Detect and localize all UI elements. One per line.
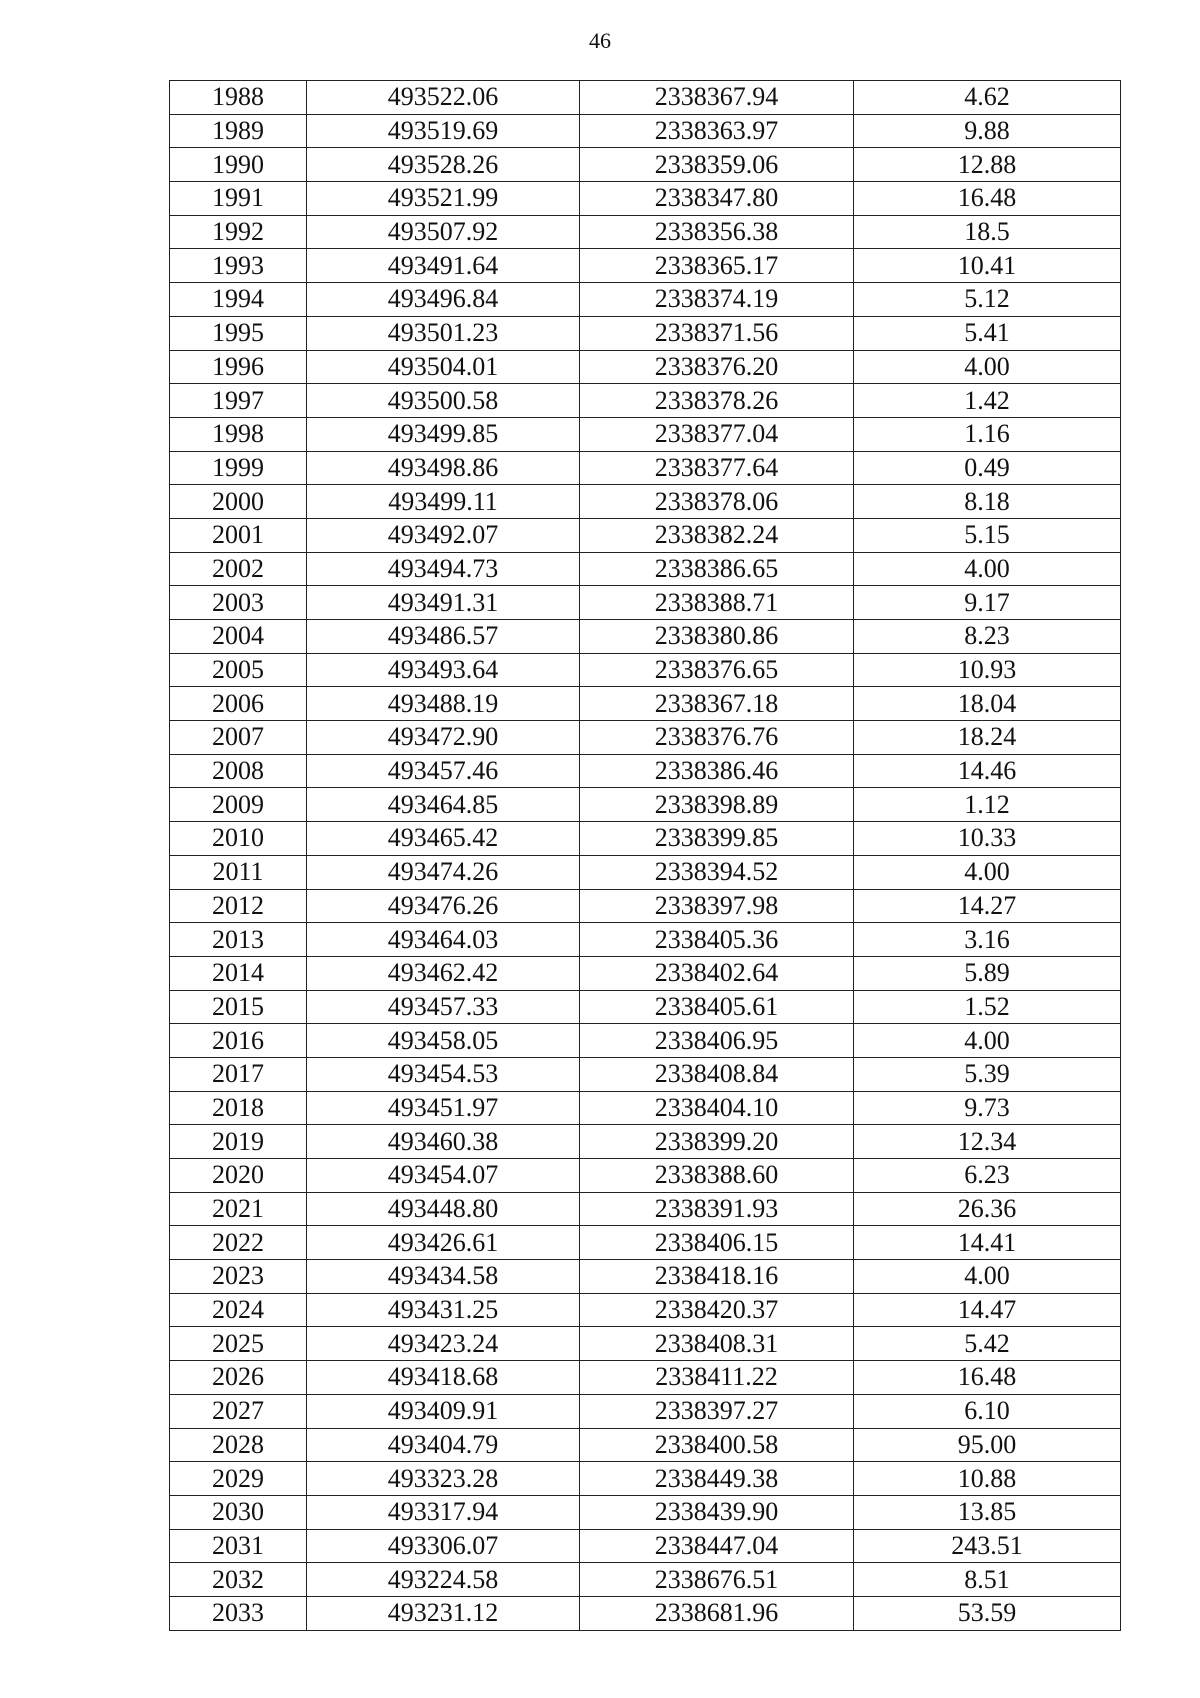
- y-coordinate-cell: 2338376.76: [580, 721, 854, 755]
- table-row: [170, 384, 1121, 418]
- distance-cell: 0.49: [854, 451, 1121, 485]
- table-row: [170, 788, 1121, 822]
- distance-cell: 18.5: [854, 215, 1121, 249]
- distance-cell: 12.88: [854, 148, 1121, 182]
- distance-cell: 1.16: [854, 417, 1121, 451]
- table-row: [170, 350, 1121, 384]
- distance-cell: 8.23: [854, 620, 1121, 654]
- table-row: [170, 990, 1121, 1024]
- x-coordinate-cell: 493409.91: [307, 1394, 580, 1428]
- x-coordinate-cell: 493423.24: [307, 1327, 580, 1361]
- table-row: [170, 485, 1121, 519]
- table-row: [170, 1260, 1121, 1294]
- table-row: [170, 1327, 1121, 1361]
- x-coordinate-cell: 493474.26: [307, 855, 580, 889]
- x-coordinate-cell: 493486.57: [307, 620, 580, 654]
- distance-cell: 4.62: [854, 81, 1121, 115]
- y-coordinate-cell: 2338405.36: [580, 923, 854, 957]
- point-number-cell: 2026: [170, 1361, 307, 1395]
- y-coordinate-cell: 2338408.84: [580, 1057, 854, 1091]
- x-coordinate-cell: 493491.31: [307, 586, 580, 620]
- y-coordinate-cell: 2338388.60: [580, 1159, 854, 1193]
- x-coordinate-cell: 493494.73: [307, 552, 580, 586]
- y-coordinate-cell: 2338406.95: [580, 1024, 854, 1058]
- x-coordinate-cell: 493465.42: [307, 822, 580, 856]
- distance-cell: 3.16: [854, 923, 1121, 957]
- table-row: [170, 721, 1121, 755]
- x-coordinate-cell: 493472.90: [307, 721, 580, 755]
- x-coordinate-cell: 493462.42: [307, 956, 580, 990]
- table-row: [170, 1192, 1121, 1226]
- x-coordinate-cell: 493224.58: [307, 1563, 580, 1597]
- x-coordinate-cell: 493528.26: [307, 148, 580, 182]
- point-number-cell: 1990: [170, 148, 307, 182]
- y-coordinate-cell: 2338397.27: [580, 1394, 854, 1428]
- distance-cell: 26.36: [854, 1192, 1121, 1226]
- distance-cell: 14.46: [854, 754, 1121, 788]
- y-coordinate-cell: 2338439.90: [580, 1495, 854, 1529]
- table-row: [170, 518, 1121, 552]
- y-coordinate-cell: 2338347.80: [580, 182, 854, 216]
- table-row: [170, 451, 1121, 485]
- y-coordinate-cell: 2338420.37: [580, 1293, 854, 1327]
- distance-cell: 1.52: [854, 990, 1121, 1024]
- x-coordinate-cell: 493492.07: [307, 518, 580, 552]
- table-row: [170, 1226, 1121, 1260]
- x-coordinate-cell: 493457.46: [307, 754, 580, 788]
- point-number-cell: 2002: [170, 552, 307, 586]
- distance-cell: 5.89: [854, 956, 1121, 990]
- point-number-cell: 2005: [170, 653, 307, 687]
- point-number-cell: 2021: [170, 1192, 307, 1226]
- distance-cell: 1.42: [854, 384, 1121, 418]
- table-row: [170, 215, 1121, 249]
- y-coordinate-cell: 2338359.06: [580, 148, 854, 182]
- distance-cell: 9.88: [854, 114, 1121, 148]
- point-number-cell: 2013: [170, 923, 307, 957]
- distance-cell: 13.85: [854, 1495, 1121, 1529]
- coordinate-table-body: [170, 81, 1121, 1631]
- y-coordinate-cell: 2338371.56: [580, 316, 854, 350]
- table-row: [170, 1462, 1121, 1496]
- x-coordinate-cell: 493521.99: [307, 182, 580, 216]
- point-number-cell: 2020: [170, 1159, 307, 1193]
- distance-cell: 9.73: [854, 1091, 1121, 1125]
- x-coordinate-cell: 493434.58: [307, 1260, 580, 1294]
- point-number-cell: 1999: [170, 451, 307, 485]
- point-number-cell: 2015: [170, 990, 307, 1024]
- distance-cell: 6.10: [854, 1394, 1121, 1428]
- point-number-cell: 2003: [170, 586, 307, 620]
- point-number-cell: 2030: [170, 1495, 307, 1529]
- distance-cell: 53.59: [854, 1596, 1121, 1630]
- y-coordinate-cell: 2338380.86: [580, 620, 854, 654]
- x-coordinate-cell: 493323.28: [307, 1462, 580, 1496]
- y-coordinate-cell: 2338397.98: [580, 889, 854, 923]
- point-number-cell: 2031: [170, 1529, 307, 1563]
- distance-cell: 4.00: [854, 855, 1121, 889]
- y-coordinate-cell: 2338356.38: [580, 215, 854, 249]
- point-number-cell: 2028: [170, 1428, 307, 1462]
- y-coordinate-cell: 2338399.85: [580, 822, 854, 856]
- table-row: [170, 1024, 1121, 1058]
- table-row: [170, 1428, 1121, 1462]
- y-coordinate-cell: 2338676.51: [580, 1563, 854, 1597]
- y-coordinate-cell: 2338377.04: [580, 417, 854, 451]
- distance-cell: 18.04: [854, 687, 1121, 721]
- table-row: [170, 1529, 1121, 1563]
- x-coordinate-cell: 493454.07: [307, 1159, 580, 1193]
- y-coordinate-cell: 2338408.31: [580, 1327, 854, 1361]
- distance-cell: 10.41: [854, 249, 1121, 283]
- distance-cell: 4.00: [854, 1260, 1121, 1294]
- distance-cell: 5.12: [854, 283, 1121, 317]
- distance-cell: 16.48: [854, 1361, 1121, 1395]
- point-number-cell: 2009: [170, 788, 307, 822]
- y-coordinate-cell: 2338411.22: [580, 1361, 854, 1395]
- table-row: [170, 1563, 1121, 1597]
- point-number-cell: 1989: [170, 114, 307, 148]
- x-coordinate-cell: 493476.26: [307, 889, 580, 923]
- distance-cell: 14.27: [854, 889, 1121, 923]
- coordinate-table: [169, 80, 1121, 1631]
- point-number-cell: 1997: [170, 384, 307, 418]
- point-number-cell: 2029: [170, 1462, 307, 1496]
- x-coordinate-cell: 493491.64: [307, 249, 580, 283]
- x-coordinate-cell: 493519.69: [307, 114, 580, 148]
- x-coordinate-cell: 493426.61: [307, 1226, 580, 1260]
- x-coordinate-cell: 493317.94: [307, 1495, 580, 1529]
- distance-cell: 10.33: [854, 822, 1121, 856]
- distance-cell: 5.42: [854, 1327, 1121, 1361]
- x-coordinate-cell: 493448.80: [307, 1192, 580, 1226]
- point-number-cell: 2032: [170, 1563, 307, 1597]
- point-number-cell: 2007: [170, 721, 307, 755]
- x-coordinate-cell: 493460.38: [307, 1125, 580, 1159]
- table-row: [170, 182, 1121, 216]
- y-coordinate-cell: 2338376.65: [580, 653, 854, 687]
- point-number-cell: 1991: [170, 182, 307, 216]
- x-coordinate-cell: 493458.05: [307, 1024, 580, 1058]
- distance-cell: 9.17: [854, 586, 1121, 620]
- y-coordinate-cell: 2338681.96: [580, 1596, 854, 1630]
- y-coordinate-cell: 2338367.94: [580, 81, 854, 115]
- y-coordinate-cell: 2338365.17: [580, 249, 854, 283]
- distance-cell: 5.41: [854, 316, 1121, 350]
- point-number-cell: 2024: [170, 1293, 307, 1327]
- table-row: [170, 1394, 1121, 1428]
- x-coordinate-cell: 493493.64: [307, 653, 580, 687]
- table-row: [170, 552, 1121, 586]
- distance-cell: 18.24: [854, 721, 1121, 755]
- y-coordinate-cell: 2338404.10: [580, 1091, 854, 1125]
- table-row: [170, 1361, 1121, 1395]
- table-row: [170, 1159, 1121, 1193]
- y-coordinate-cell: 2338447.04: [580, 1529, 854, 1563]
- table-row: [170, 822, 1121, 856]
- x-coordinate-cell: 493431.25: [307, 1293, 580, 1327]
- y-coordinate-cell: 2338398.89: [580, 788, 854, 822]
- table-row: [170, 148, 1121, 182]
- point-number-cell: 2010: [170, 822, 307, 856]
- table-row: [170, 1125, 1121, 1159]
- x-coordinate-cell: 493500.58: [307, 384, 580, 418]
- point-number-cell: 2016: [170, 1024, 307, 1058]
- distance-cell: 16.48: [854, 182, 1121, 216]
- y-coordinate-cell: 2338400.58: [580, 1428, 854, 1462]
- y-coordinate-cell: 2338374.19: [580, 283, 854, 317]
- point-number-cell: 2027: [170, 1394, 307, 1428]
- distance-cell: 8.51: [854, 1563, 1121, 1597]
- distance-cell: 95.00: [854, 1428, 1121, 1462]
- x-coordinate-cell: 493501.23: [307, 316, 580, 350]
- table-row: [170, 114, 1121, 148]
- table-row: [170, 754, 1121, 788]
- distance-cell: 4.00: [854, 552, 1121, 586]
- point-number-cell: 2012: [170, 889, 307, 923]
- x-coordinate-cell: 493499.85: [307, 417, 580, 451]
- point-number-cell: 1993: [170, 249, 307, 283]
- table-row: [170, 956, 1121, 990]
- x-coordinate-cell: 493496.84: [307, 283, 580, 317]
- x-coordinate-cell: 493451.97: [307, 1091, 580, 1125]
- x-coordinate-cell: 493488.19: [307, 687, 580, 721]
- distance-cell: 243.51: [854, 1529, 1121, 1563]
- table-row: [170, 923, 1121, 957]
- point-number-cell: 2023: [170, 1260, 307, 1294]
- point-number-cell: 1995: [170, 316, 307, 350]
- distance-cell: 4.00: [854, 1024, 1121, 1058]
- y-coordinate-cell: 2338378.06: [580, 485, 854, 519]
- point-number-cell: 2006: [170, 687, 307, 721]
- point-number-cell: 2011: [170, 855, 307, 889]
- x-coordinate-cell: 493454.53: [307, 1057, 580, 1091]
- point-number-cell: 2018: [170, 1091, 307, 1125]
- x-coordinate-cell: 493464.03: [307, 923, 580, 957]
- page-number: 46: [589, 28, 611, 53]
- y-coordinate-cell: 2338382.24: [580, 518, 854, 552]
- y-coordinate-cell: 2338376.20: [580, 350, 854, 384]
- table-row: [170, 687, 1121, 721]
- y-coordinate-cell: 2338418.16: [580, 1260, 854, 1294]
- point-number-cell: 2025: [170, 1327, 307, 1361]
- table-row: [170, 81, 1121, 115]
- y-coordinate-cell: 2338378.26: [580, 384, 854, 418]
- y-coordinate-cell: 2338377.64: [580, 451, 854, 485]
- table-row: [170, 283, 1121, 317]
- y-coordinate-cell: 2338449.38: [580, 1462, 854, 1496]
- y-coordinate-cell: 2338367.18: [580, 687, 854, 721]
- y-coordinate-cell: 2338405.61: [580, 990, 854, 1024]
- table-row: [170, 1091, 1121, 1125]
- x-coordinate-cell: 493464.85: [307, 788, 580, 822]
- distance-cell: 10.88: [854, 1462, 1121, 1496]
- y-coordinate-cell: 2338391.93: [580, 1192, 854, 1226]
- x-coordinate-cell: 493499.11: [307, 485, 580, 519]
- point-number-cell: 1998: [170, 417, 307, 451]
- y-coordinate-cell: 2338386.65: [580, 552, 854, 586]
- y-coordinate-cell: 2338399.20: [580, 1125, 854, 1159]
- table-row: [170, 316, 1121, 350]
- table-row: [170, 620, 1121, 654]
- table-row: [170, 417, 1121, 451]
- point-number-cell: 1992: [170, 215, 307, 249]
- distance-cell: 12.34: [854, 1125, 1121, 1159]
- point-number-cell: 1996: [170, 350, 307, 384]
- x-coordinate-cell: 493507.92: [307, 215, 580, 249]
- table-row: [170, 586, 1121, 620]
- distance-cell: 10.93: [854, 653, 1121, 687]
- table-row: [170, 889, 1121, 923]
- distance-cell: 14.47: [854, 1293, 1121, 1327]
- point-number-cell: 2000: [170, 485, 307, 519]
- x-coordinate-cell: 493306.07: [307, 1529, 580, 1563]
- x-coordinate-cell: 493504.01: [307, 350, 580, 384]
- y-coordinate-cell: 2338388.71: [580, 586, 854, 620]
- distance-cell: 5.15: [854, 518, 1121, 552]
- y-coordinate-cell: 2338394.52: [580, 855, 854, 889]
- y-coordinate-cell: 2338386.46: [580, 754, 854, 788]
- distance-cell: 4.00: [854, 350, 1121, 384]
- point-number-cell: 2022: [170, 1226, 307, 1260]
- point-number-cell: 1994: [170, 283, 307, 317]
- point-number-cell: 2004: [170, 620, 307, 654]
- x-coordinate-cell: 493498.86: [307, 451, 580, 485]
- point-number-cell: 2008: [170, 754, 307, 788]
- x-coordinate-cell: 493522.06: [307, 81, 580, 115]
- point-number-cell: 1988: [170, 81, 307, 115]
- x-coordinate-cell: 493457.33: [307, 990, 580, 1024]
- point-number-cell: 2019: [170, 1125, 307, 1159]
- y-coordinate-cell: 2338363.97: [580, 114, 854, 148]
- point-number-cell: 2033: [170, 1596, 307, 1630]
- point-number-cell: 2014: [170, 956, 307, 990]
- table-row: [170, 1057, 1121, 1091]
- table-row: [170, 1596, 1121, 1630]
- point-number-cell: 2001: [170, 518, 307, 552]
- y-coordinate-cell: 2338406.15: [580, 1226, 854, 1260]
- point-number-cell: 2017: [170, 1057, 307, 1091]
- table-row: [170, 1495, 1121, 1529]
- x-coordinate-cell: 493404.79: [307, 1428, 580, 1462]
- x-coordinate-cell: 493418.68: [307, 1361, 580, 1395]
- y-coordinate-cell: 2338402.64: [580, 956, 854, 990]
- x-coordinate-cell: 493231.12: [307, 1596, 580, 1630]
- table-row: [170, 1293, 1121, 1327]
- distance-cell: 6.23: [854, 1159, 1121, 1193]
- distance-cell: 14.41: [854, 1226, 1121, 1260]
- distance-cell: 5.39: [854, 1057, 1121, 1091]
- table-row: [170, 249, 1121, 283]
- distance-cell: 8.18: [854, 485, 1121, 519]
- table-row: [170, 855, 1121, 889]
- distance-cell: 1.12: [854, 788, 1121, 822]
- table-row: [170, 653, 1121, 687]
